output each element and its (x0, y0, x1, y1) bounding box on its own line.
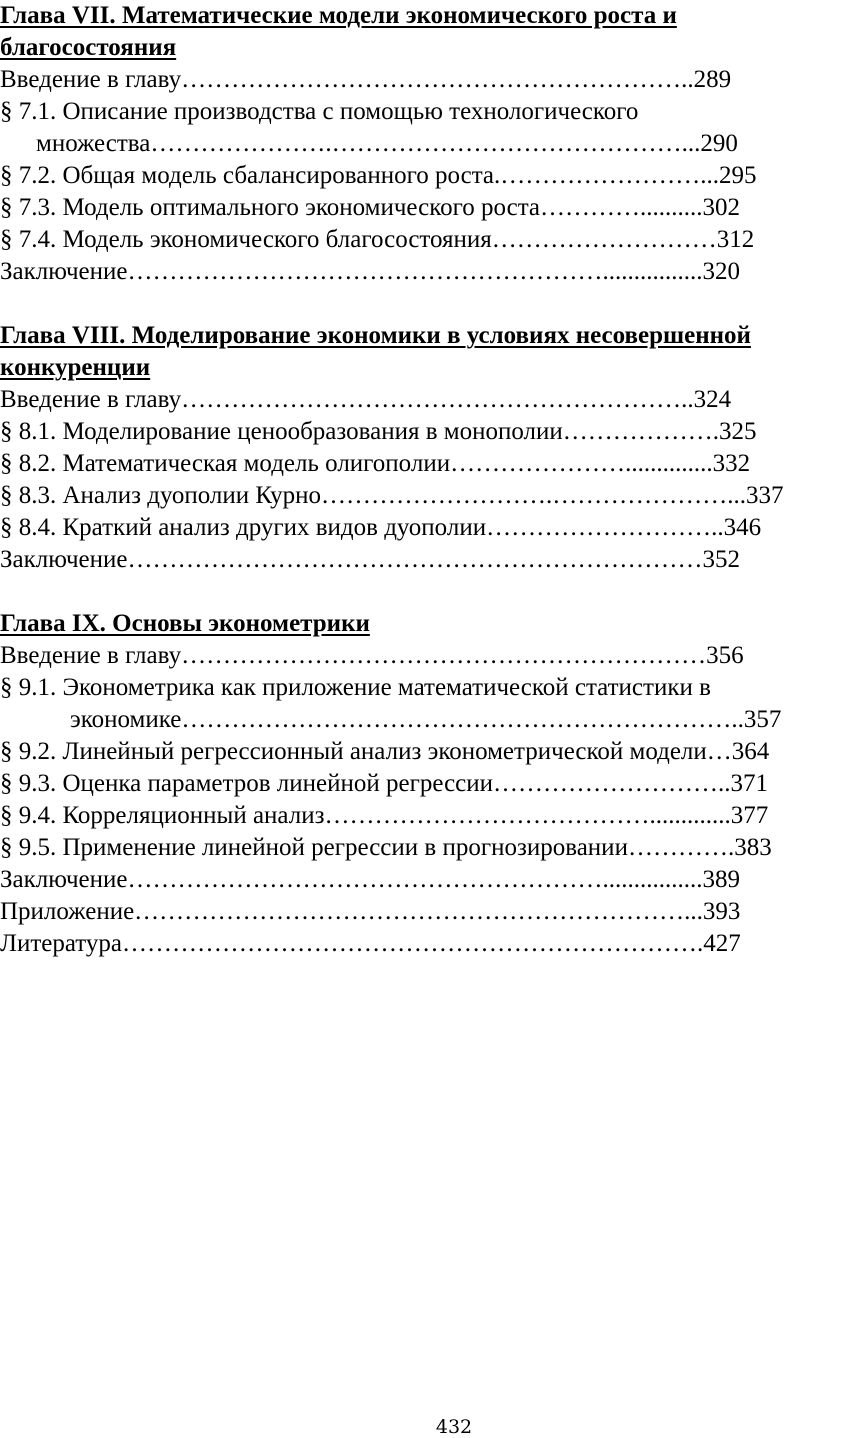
toc-entry-section-9-4: § 9.4. Корреляционный анализ………………………………….............377 (0, 802, 769, 829)
toc-entry-section-7-4: § 7.4. Модель экономического благосостояния………………………312 (0, 226, 755, 253)
toc-entry-section-9-1-continued: экономике…………………………………………………………..357 (70, 706, 782, 733)
toc-entry-conclusion: Заключение…………………………………………………................320 (0, 258, 740, 285)
toc-entry-section-8-2: § 8.2. Математическая модель олигополии…………………..............332 (0, 450, 751, 477)
toc-entry-section-7-3: § 7.3. Модель оптимального экономического роста…………..........302 (0, 194, 741, 221)
chapter-title: Глава VIII. Моделирование экономики в условиях несовершенной конкуренции (0, 322, 751, 381)
toc-entry-section-7-1: § 7.1. Описание производства с помощью технологического (0, 98, 639, 125)
toc-entry-section-8-3: § 8.3. Анализ дуополии Курно……………………….…………………...337 (0, 482, 784, 509)
toc-entry-conclusion: Заключение…………………………………………………................389 (0, 866, 740, 893)
toc-entry-section-7-2: § 7.2. Общая модель сбалансированного роста.……………………...295 (0, 162, 757, 189)
toc-entry-intro: Введение в главу……………………………………………………..289 (0, 66, 732, 93)
chapter-title: Глава IX. Основы эконометрики (0, 610, 370, 637)
toc-entry-conclusion: Заключение……………………………………………………………352 (0, 546, 740, 573)
chapter-9 (0, 608, 864, 960)
chapter-8 (0, 320, 864, 576)
chapter-title: Глава VII. Математические модели экономического роста и благосостояния (0, 2, 677, 61)
toc-entry-section-9-3: § 9.3. Оценка параметров линейной регрессии………………………..371 (0, 770, 769, 797)
toc-entry-section-7-1-continued: множества………………….……………………………………...290 (36, 130, 738, 157)
page-number: 432 (435, 1416, 473, 1438)
chapter-7 (0, 0, 864, 288)
toc-entry-section-9-5: § 9.5. Применение линейной регрессии в прогнозировании………….383 (0, 834, 772, 861)
toc-entry-appendix: Приложение…………………………………………………………...393 (0, 898, 741, 925)
toc-entry-literature: Литература…………………………………………………………….427 (0, 930, 741, 957)
toc-entry-section-9-2: § 9.2. Линейный регрессионный анализ эконометрической модели…364 (0, 738, 770, 765)
toc-entry-intro: Введение в главу………………………………………………………356 (0, 642, 744, 669)
toc-entry-section-9-1: § 9.1. Эконометрика как приложение математической статистики в (0, 674, 711, 701)
toc-entry-intro: Введение в главу……………………………………………………..324 (0, 386, 732, 413)
toc-entry-section-8-4: § 8.4. Краткий анализ других видов дуополии………………………..346 (0, 514, 762, 541)
toc-entry-section-8-1: § 8.1. Моделирование ценообразования в монополии……………….325 (0, 418, 757, 445)
